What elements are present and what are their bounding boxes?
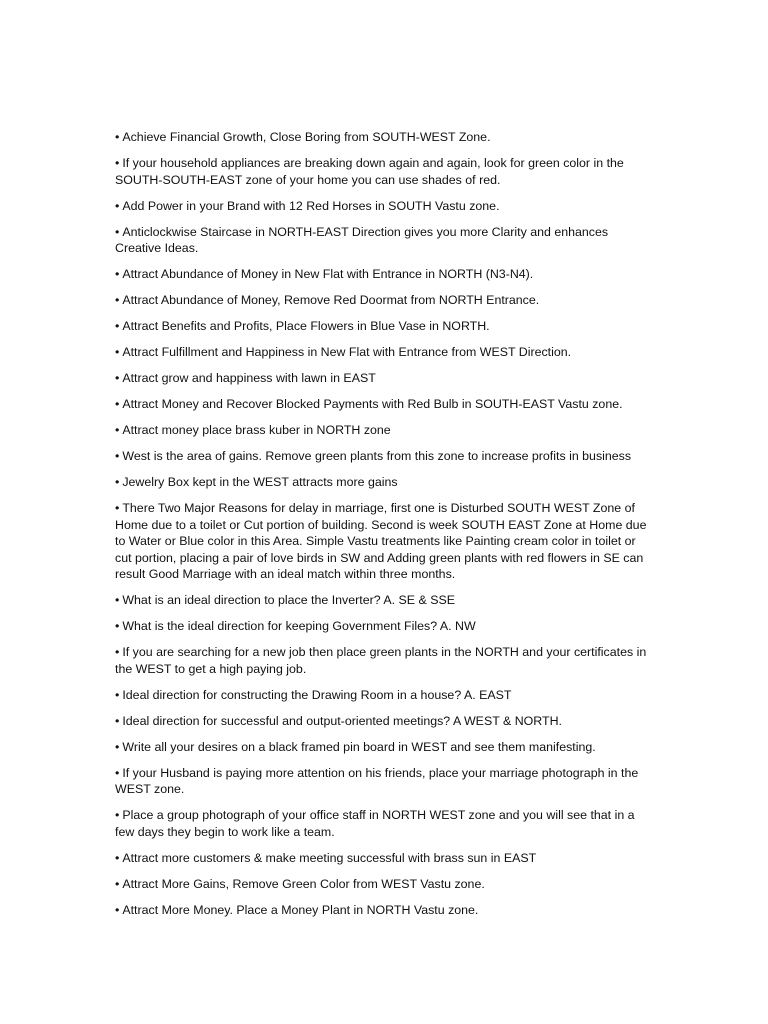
document-body (115, 129, 655, 928)
bullet-icon: • (115, 501, 120, 515)
list-item (115, 266, 655, 283)
bullet-icon: • (115, 765, 120, 780)
list-item-text: Place a group photograph of your office staff in NORTH WEST zone and you will see that in a few days they begin to work like a team. (115, 808, 635, 839)
list-item-text: Ideal direction for successful and output-oriented meetings? A WEST & NORTH. (122, 713, 562, 728)
tips-list (115, 129, 655, 918)
list-item-text: Attract money place brass kuber in NORTH zone (122, 423, 391, 437)
list-item-text: Write all your desires on a black framed pin board in WEST and see them manifesting. (122, 739, 596, 754)
list-item (115, 592, 655, 609)
bullet-icon: • (115, 593, 120, 607)
list-item (115, 422, 655, 439)
list-item-text: Anticlockwise Staircase in NORTH-EAST Direction gives you more Clarity and enhances Creative Ideas. (115, 224, 609, 255)
bullet-icon: • (115, 371, 120, 385)
bullet-icon: • (115, 850, 120, 865)
list-item-text: What is the ideal direction for keeping Government Files? A. NW (122, 619, 476, 633)
list-item-text: Jewelry Box kept in the WEST attracts more gains (122, 475, 398, 489)
list-item (115, 850, 655, 867)
bullet-icon: • (115, 902, 120, 917)
list-item-text: Attract Abundance of Money, Remove Red Doormat from NORTH Entrance. (122, 293, 540, 307)
list-item-text: Attract More Money. Place a Money Plant in NORTH Vastu zone. (122, 902, 479, 917)
bullet-icon: • (115, 808, 120, 822)
list-item (115, 765, 655, 798)
list-item (115, 396, 655, 413)
list-item (115, 687, 655, 704)
list-item (115, 500, 655, 583)
list-item-text: Attract grow and happiness with lawn in EAST (122, 371, 376, 385)
bullet-icon: • (115, 293, 120, 307)
bullet-icon: • (115, 156, 120, 170)
list-item-text: Achieve Financial Growth, Close Boring from SOUTH-WEST Zone. (122, 130, 491, 144)
list-item-text: Add Power in your Brand with 12 Red Horses in SOUTH Vastu zone. (122, 198, 500, 213)
bullet-icon: • (115, 423, 120, 437)
bullet-icon: • (115, 198, 120, 213)
list-item (115, 370, 655, 387)
bullet-icon: • (115, 687, 120, 702)
bullet-icon: • (115, 449, 120, 463)
list-item-text: Ideal direction for constructing the Drawing Room in a house? A. EAST (122, 687, 512, 702)
bullet-icon: • (115, 475, 120, 489)
list-item-text: West is the area of gains. Remove green plants from this zone to increase profits in business (122, 449, 632, 463)
list-item (115, 713, 655, 730)
list-item-text: Attract Abundance of Money in New Flat with Entrance in NORTH (N3-N4). (122, 267, 534, 281)
list-item-text: Attract Fulfillment and Happiness in New Flat with Entrance from WEST Direction. (122, 345, 572, 359)
list-item-text: Attract More Gains, Remove Green Color from WEST Vastu zone. (122, 876, 485, 891)
list-item (115, 318, 655, 335)
bullet-icon: • (115, 319, 120, 333)
list-item (115, 739, 655, 756)
list-item-text: Attract Benefits and Profits, Place Flowers in Blue Vase in NORTH. (122, 319, 490, 333)
bullet-icon: • (115, 397, 120, 411)
bullet-icon: • (115, 345, 120, 359)
bullet-icon: • (115, 619, 120, 633)
list-item-text: If you are searching for a new job then place green plants in the NORTH and your certificates in the WEST to get a high paying job. (115, 645, 647, 676)
list-item (115, 448, 655, 465)
bullet-icon: • (115, 713, 120, 728)
list-item (115, 618, 655, 635)
list-item (115, 129, 655, 146)
list-item (115, 807, 655, 840)
list-item-text: There Two Major Reasons for delay in marriage, first one is Disturbed SOUTH WEST Zone of Home due to a toilet or Cut portion of building. Second is week SOUTH EAST Zone at Home due to Water or Blue color in this Area. Simple Vastu treatments like Painting cream color in toilet or cut portion, placing a pair of love birds in SW and Adding green plants with red flowers in SE can result Good Marriage with an ideal match within three months. (115, 501, 647, 581)
bullet-icon: • (115, 267, 120, 281)
bullet-icon: • (115, 645, 120, 659)
list-item (115, 344, 655, 361)
list-item (115, 474, 655, 491)
list-item (115, 198, 655, 215)
list-item (115, 155, 655, 188)
list-item-text: What is an ideal direction to place the Inverter? A. SE & SSE (122, 593, 456, 607)
bullet-icon: • (115, 224, 120, 239)
bullet-icon: • (115, 739, 120, 754)
list-item (115, 292, 655, 309)
bullet-icon: • (115, 130, 120, 144)
list-item-text: If your Husband is paying more attention on his friends, place your marriage photograph in the WEST zone. (115, 765, 639, 796)
list-item-text: Attract more customers & make meeting successful with brass sun in EAST (122, 850, 537, 865)
list-item (115, 876, 655, 893)
list-item-text: If your household appliances are breaking down again and again, look for green color in the SOUTH-SOUTH-EAST zone of your home you can use shades of red. (115, 156, 624, 187)
bullet-icon: • (115, 876, 120, 891)
list-item-text: Attract Money and Recover Blocked Payments with Red Bulb in SOUTH-EAST Vastu zone. (122, 397, 623, 411)
list-item (115, 644, 655, 677)
list-item (115, 902, 655, 919)
list-item (115, 224, 655, 257)
